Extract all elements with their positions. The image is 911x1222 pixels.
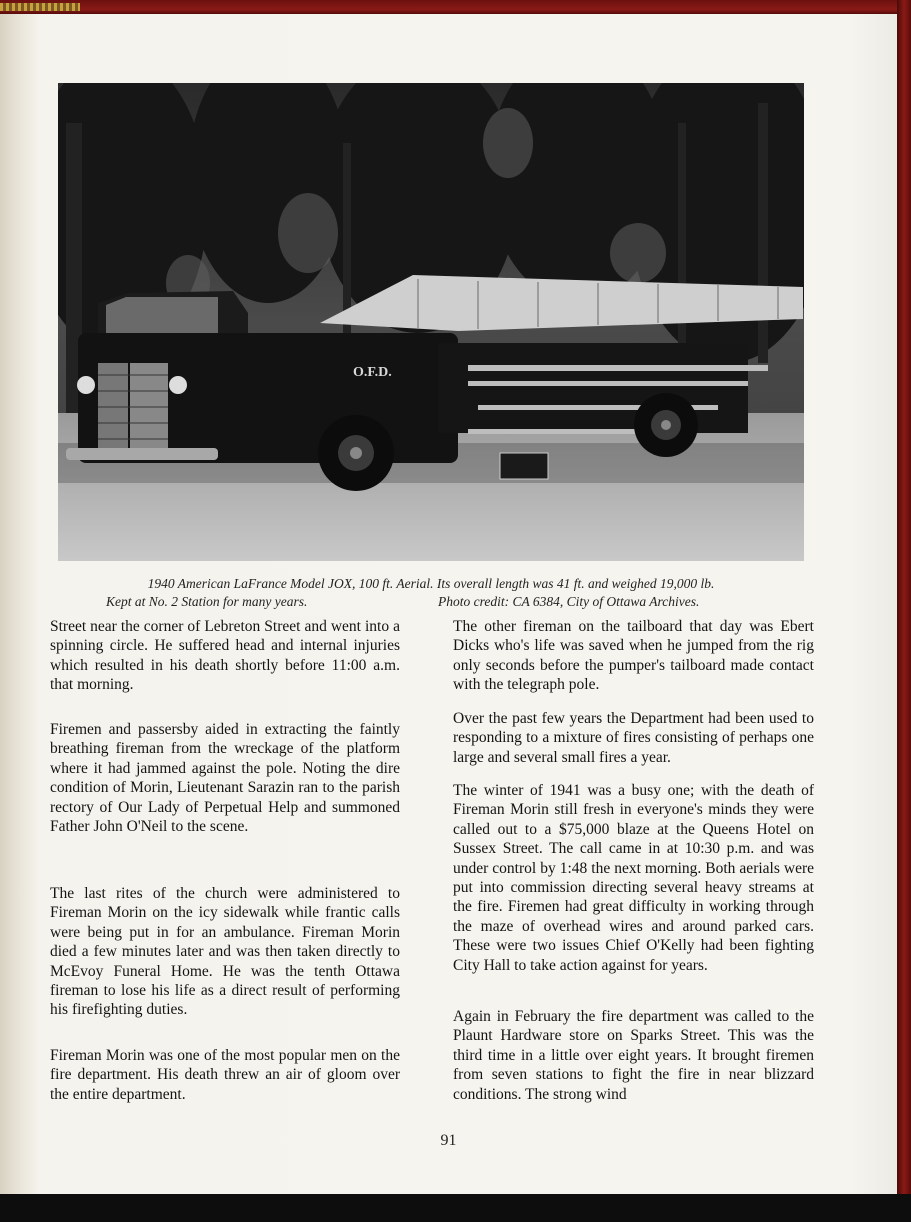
page-number: 91 <box>440 1132 457 1149</box>
paragraph: Over the past few years the Department had been used to responding to a mixture of fires consisting of perhaps one large and several small fires a year. <box>453 710 814 766</box>
paragraph: The winter of 1941 was a busy one; with the death of Fireman Morin still fresh in everyone's minds they were called out to a $75,000 blaze at the Queens Hotel on Sussex Street. The call came in at 10:30 p.m. and was under control by 1:48 the next morning. Both aerials were put into commission directing several heavy streams at the fire. Firemen had great difficulty in working through the maze of overhead wires and around parked cars. These were two issues Chief O'Kelly had been fighting City Hall to take action against for years. <box>453 782 814 974</box>
paragraph: The other fireman on the tailboard that day was Ebert Dicks who's life was saved when he jumped from the rig only seconds before the pumper's tailboard made contact with the telegraph pole. <box>453 618 814 694</box>
book-binding-right <box>897 0 911 1200</box>
page-bottom-edge <box>0 1194 911 1222</box>
photo-caption-line1: 1940 American LaFrance Model JOX, 100 ft. Aerial. Its overall length was 41 ft. and weighed 19,000 lb. <box>147 576 715 591</box>
caption-photo-credit: Photo credit: CA 6384, City of Ottawa Archives. <box>438 594 700 609</box>
caption-station-note: Kept at No. 2 Station for many years. <box>106 594 308 609</box>
fire-truck-photo <box>58 83 804 561</box>
paragraph: Street near the corner of Lebreton Street and went into a spinning circle. He suffered head and internal injuries which resulted in his death shortly before 11:00 a.m. that morning. <box>50 618 400 694</box>
paragraph: Fireman Morin was one of the most popular men on the fire department. His death threw an air of gloom over the entire department. <box>50 1047 400 1103</box>
truck-marking: O.F.D. <box>353 365 392 380</box>
paragraph: The last rites of the church were administered to Fireman Morin on the icy sidewalk while frantic calls were being put in for an ambulance. Fireman Morin died a few minutes later and was then taken directly to McEvoy Funeral Home. He was the tenth Ottawa fireman to lose his life as a direct result of performing his firefighting duties. <box>50 885 400 1019</box>
paragraph: Firemen and passersby aided in extracting the faintly breathing fireman from the wreckage of the platform where it had jammed against the pole. Noting the dire condition of Morin, Lieutenant Sarazin ran to the parish rectory of Our Lady of Perpetual Help and summoned Father John O'Neil to the scene. <box>50 721 400 836</box>
binding-gold-trim <box>0 3 80 11</box>
paragraph: Again in February the fire department was called to the Plaunt Hardware store on Sparks Street. This was the third time in a little over eight years. It brought firemen from seven stations to fight the fire in near blizzard conditions. The strong wind <box>453 1008 814 1103</box>
